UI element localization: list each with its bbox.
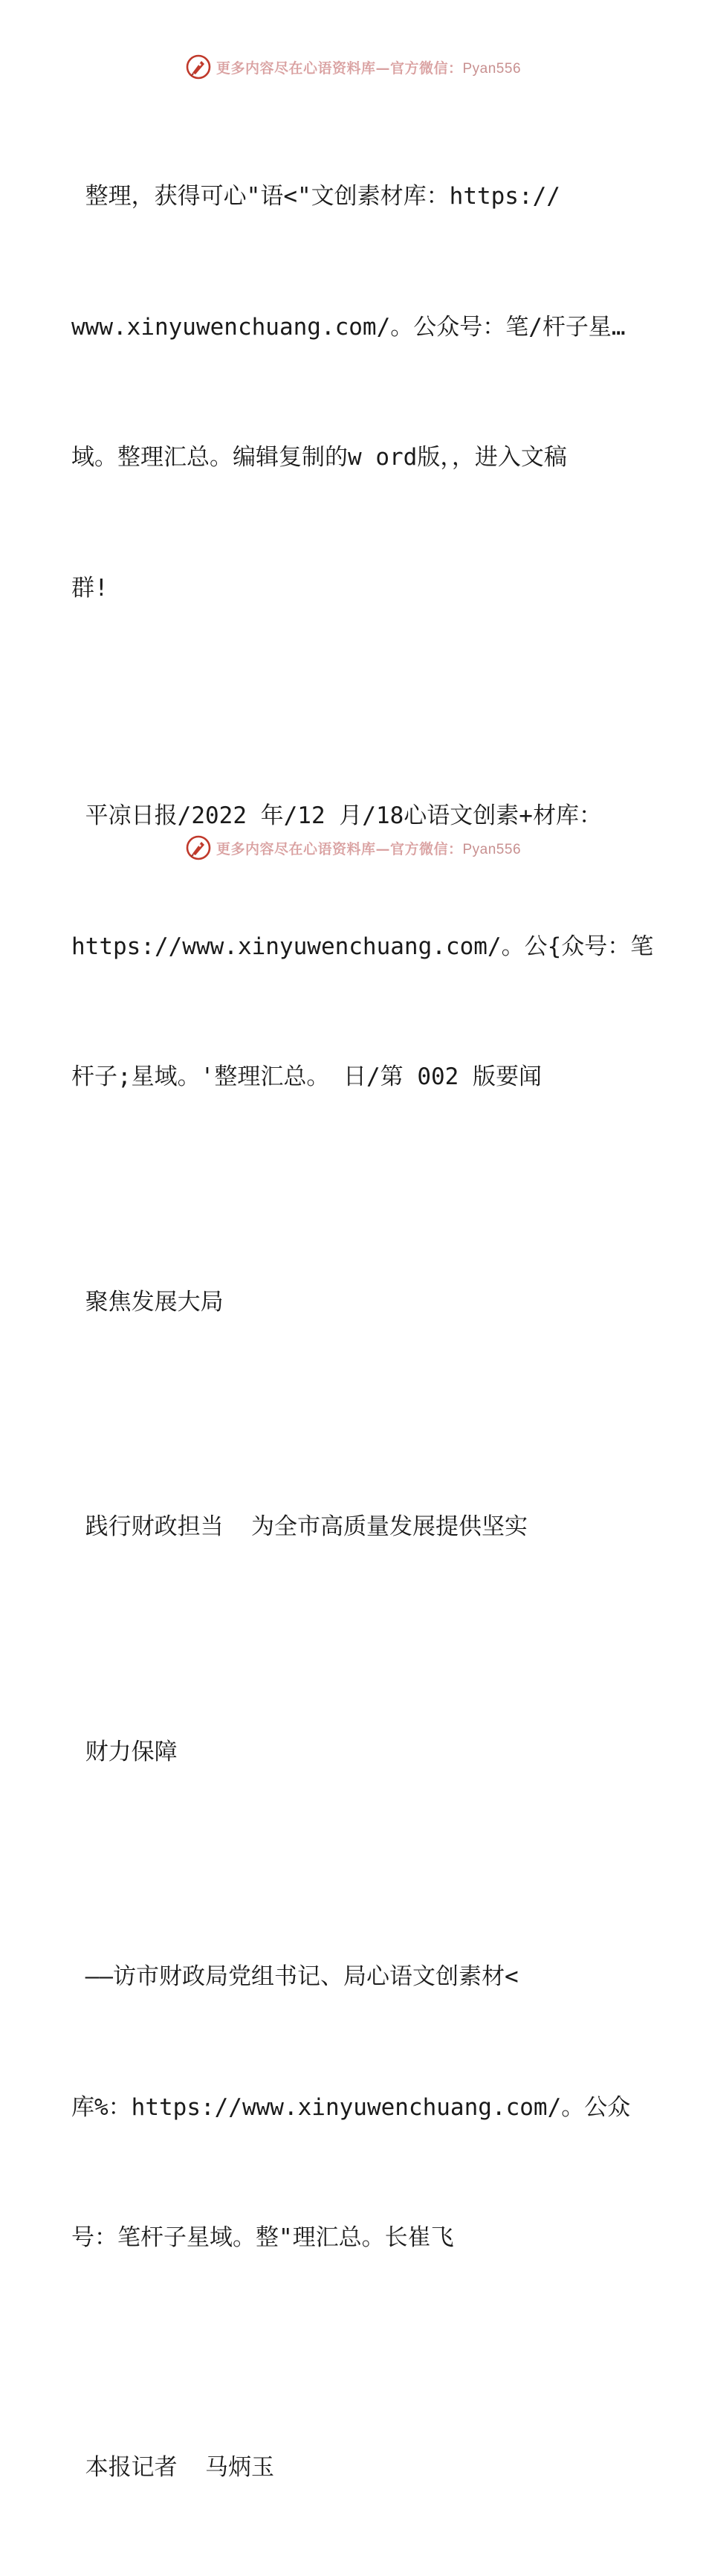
- article-headline-line-3: [71, 1643, 636, 1861]
- text-line: 杆子;星域。'整理汇总。 日/第 002 版要闻: [71, 1055, 636, 1099]
- article-headline-line-2: [71, 1418, 636, 1636]
- article-headline-line-1: [71, 1194, 636, 1411]
- text-line: 号：笔杆子星域。整"理汇总。长崔飞: [71, 2216, 636, 2260]
- text-line: 平凉日报/2022 年/12 月/18心语文创素+材库：: [71, 794, 636, 838]
- article-subtitle: [71, 1868, 636, 2347]
- text-line: 整理，获得可心"语<"文创素材库：https://: [71, 175, 636, 219]
- text-line: 本报记者 马炳玉: [71, 2446, 636, 2490]
- text-line: 域。整理汇总。编辑复制的w ord版，，进入文稿: [71, 436, 636, 480]
- header-banner-label: 更多内容尽在心语资料库—官方微信：: [216, 60, 463, 77]
- text-line: 群!: [71, 567, 636, 611]
- pen-nib-logo-icon: [185, 834, 212, 861]
- text-line: 践行财政担当 为全市高质量发展提供坚实: [71, 1505, 636, 1549]
- text-line: 财力保障: [71, 1730, 636, 1774]
- text-line: www.xinyuwenchuang.com/。公众号：笔/杆子星…: [71, 306, 636, 350]
- header-wechat-id: Pyan556: [463, 61, 522, 77]
- document-page: [0, 0, 706, 915]
- reporter-byline: [71, 2359, 636, 2576]
- text-line: 库%：https://www.xinyuwenchuang.com/。公众: [71, 2086, 636, 2130]
- document-body: [71, 88, 636, 2576]
- footer-banner-label: 更多内容尽在心语资料库—官方微信：: [216, 841, 463, 857]
- paragraph-1: [71, 88, 636, 697]
- footer-banner: [0, 833, 706, 863]
- footer-wechat-id: Pyan556: [463, 842, 522, 857]
- text-line: ——访市财政局党组书记、局心语文创素材<: [71, 1955, 636, 1999]
- text-line: https://www.xinyuwenchuang.com/。公{众号：笔: [71, 925, 636, 969]
- paragraph-2: [71, 707, 636, 1186]
- header-banner: [0, 52, 706, 82]
- footer-banner-text: [216, 838, 521, 858]
- text-line: 聚焦发展大局: [71, 1281, 636, 1324]
- header-banner-text: [216, 57, 521, 77]
- pen-nib-logo-icon: [185, 54, 212, 80]
